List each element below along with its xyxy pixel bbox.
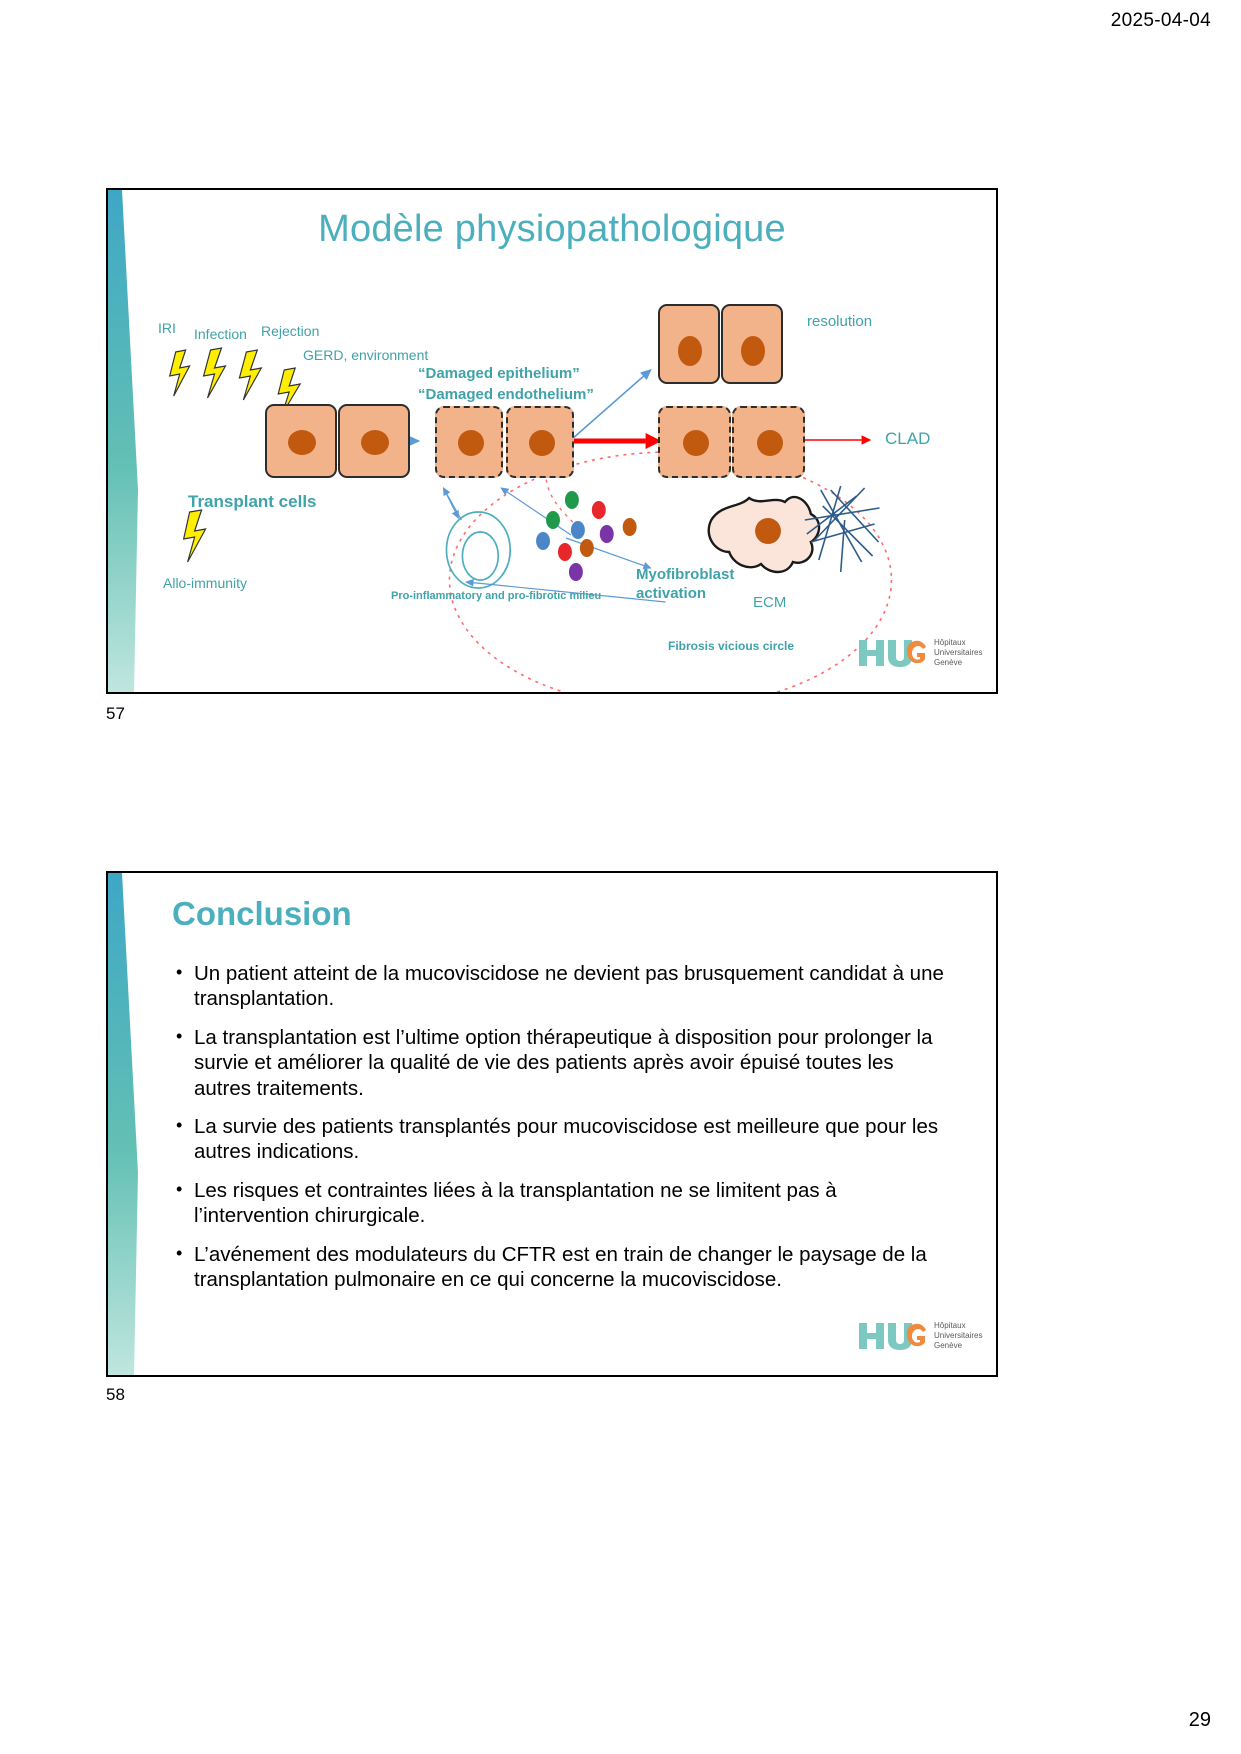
bullet-marker: • [176, 1025, 183, 1046]
label-damaged-epithelium: “Damaged epithelium” [418, 365, 580, 382]
slide-number-58: 58 [106, 1385, 125, 1404]
label-transplant-cells: Transplant cells [188, 492, 317, 511]
hug-line-1: Hôpitaux [934, 1321, 966, 1331]
bullet-text: Un patient atteint de la mucoviscidose ne devient pas brusquement candidat à une transplantation. [194, 962, 944, 1011]
transplant-cell-2 [338, 404, 410, 478]
list-item [176, 961, 944, 1012]
page-number: 29 [1188, 1709, 1211, 1731]
myofibroblast-nucleus [755, 518, 781, 544]
hug-logo-text [934, 638, 982, 667]
resolution-cell-1 [658, 304, 720, 384]
damaged-cell-2 [506, 406, 574, 478]
label-myofibroblast-activation: activation [636, 585, 707, 602]
slide-title: Conclusion [172, 895, 352, 932]
label-iri: IRI [158, 320, 176, 336]
arrow-damaged-to-resolution [571, 370, 651, 440]
bullet-text: La survie des patients transplantés pour mucoviscidose est meilleure que pour les autres indications. [194, 1115, 939, 1164]
label-myofibroblast: Myofibroblast [636, 566, 735, 583]
slide-title: Modèle physiopathologique [318, 208, 786, 250]
label-allo-immunity: Allo-immunity [163, 575, 248, 591]
bullet-text: L’avénement des modulateurs du CFTR est en train de changer le paysage de la transplantation pulmonaire en ce qui concerne la mucoviscidose. [194, 1242, 927, 1292]
list-item [176, 1242, 944, 1293]
hug-logo-text [934, 1321, 982, 1350]
template-wedge-decoration [108, 873, 178, 1375]
hug-logo [856, 638, 982, 668]
bullet-marker: • [176, 962, 183, 982]
label-clad: CLAD [885, 429, 931, 448]
hug-logo-mark [856, 1321, 928, 1351]
resolution-cell-2 [721, 304, 783, 384]
label-infection: Infection [194, 326, 247, 342]
label-ecm: ECM [753, 594, 787, 611]
transplant-cell-1 [265, 404, 337, 478]
hug-line-2: Universitaires [934, 1331, 983, 1341]
blood-vessel-icon [446, 512, 510, 588]
bullet-text: Les risques et contraintes liées à la transplantation ne se limitent pas à l’intervention chirurgicale. [194, 1178, 837, 1228]
milieu-arrow-group [443, 488, 665, 602]
list-item [176, 1114, 944, 1165]
hug-line-1: Hôpitaux [934, 638, 966, 648]
list-item [176, 1025, 944, 1101]
damaged-cell-1 [435, 406, 503, 478]
list-item [176, 1178, 944, 1229]
cytokine-particles [536, 491, 637, 581]
page-date: 2025-04-04 [1110, 10, 1211, 31]
label-rejection: Rejection [261, 323, 320, 339]
hug-line-3: Genève [934, 1340, 963, 1350]
label-proinflammatory-milieu: Pro-inflammatory and pro-fibrotic milieu [391, 590, 602, 602]
bullet-marker: • [176, 1115, 183, 1136]
label-fibrosis-vicious-circle: Fibrosis vicious circle [668, 639, 795, 653]
hug-logo [856, 1321, 982, 1351]
bullet-marker: • [176, 1242, 183, 1263]
fibrotic-cell-1 [658, 406, 731, 478]
hug-logo-mark [856, 638, 928, 668]
slide-58 [106, 871, 998, 1377]
bullet-marker: • [176, 1178, 183, 1199]
bullet-text: La transplantation est l’ultime option thérapeutique à disposition pour prolonger la survie et améliorer la qualité de vie des patients après avoir épuisé toutes les autres traitements. [194, 1025, 933, 1100]
label-damaged-endothelium: “Damaged endothelium” [418, 386, 594, 403]
hug-line-3: Genève [934, 657, 963, 667]
label-gerd-environment: GERD, environment [303, 347, 429, 363]
slide-number-57: 57 [106, 704, 125, 723]
fibrotic-cell-2 [732, 406, 805, 478]
slide-57 [106, 188, 998, 694]
hug-line-2: Universitaires [934, 648, 983, 658]
label-resolution: resolution [807, 313, 873, 330]
conclusion-bullet-list [176, 961, 944, 1305]
